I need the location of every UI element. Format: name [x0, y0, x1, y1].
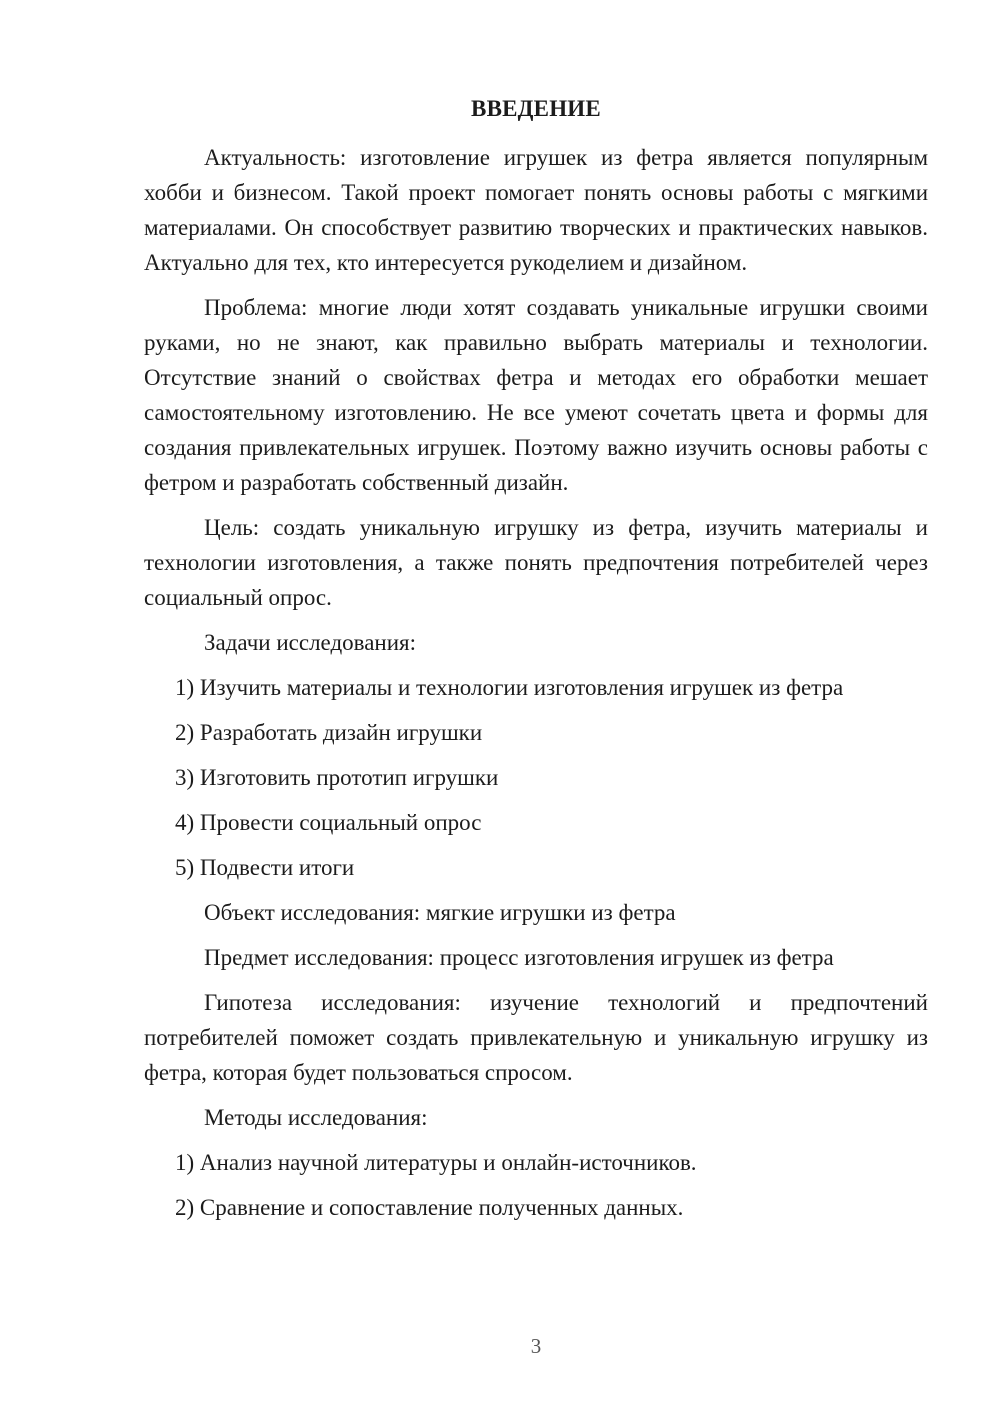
method-item: 2) Сравнение и сопоставление полученных данных. — [175, 1195, 684, 1220]
task-item: 2) Разработать дизайн игрушки — [175, 720, 483, 745]
task-item: 5) Подвести итоги — [175, 855, 355, 880]
problem-paragraph: Проблема: многие люди хотят создавать уникальные игрушки своими руками, но не знают, как правильно выбрать материалы и технологии. Отсутствие знаний о свойствах фетра и методах его обработки мешает самостоятельному изготовлению. Не все умеют сочетать цвета и формы для создания привлекательных игрушек. Поэтому важно изучить основы работы с фетром и разработать собственный дизайн. — [144, 295, 928, 495]
relevance-paragraph: Актуальность: изготовление игрушек из фетра является популярным хобби и бизнесом. Такой проект помогает понять основы работы с мягкими материалами. Он способствует развитию творческих и практических навыков. Актуально для тех, кто интересуется рукоделием и дизайном. — [144, 145, 928, 275]
research-subject: Предмет исследования: процесс изготовления игрушек из фетра — [204, 945, 834, 970]
section-title: ВВЕДЕНИЕ — [471, 96, 601, 121]
hypothesis-paragraph: Гипотеза исследования: изучение технологий и предпочтений потребителей поможет создать привлекательную и уникальную игрушку из фетра, которая будет пользоваться спросом. — [144, 990, 928, 1085]
document-page — [144, 96, 928, 1235]
methods-heading: Методы исследования: — [204, 1105, 428, 1130]
goal-paragraph: Цель: создать уникальную игрушку из фетра, изучить материалы и технологии изготовления, а также понять предпочтения потребителей через социальный опрос. — [144, 515, 928, 610]
page-number: 3 — [530, 1334, 542, 1358]
tasks-heading: Задачи исследования: — [204, 630, 417, 655]
tasks-list — [144, 670, 928, 885]
method-item: 1) Анализ научной литературы и онлайн-источников. — [175, 1150, 697, 1175]
task-item: 1) Изучить материалы и технологии изготовления игрушек из фетра — [175, 675, 844, 700]
methods-list — [144, 1145, 928, 1225]
task-item: 3) Изготовить прототип игрушки — [175, 765, 499, 790]
task-item: 4) Провести социальный опрос — [175, 810, 482, 835]
research-object: Объект исследования: мягкие игрушки из фетра — [204, 900, 676, 925]
